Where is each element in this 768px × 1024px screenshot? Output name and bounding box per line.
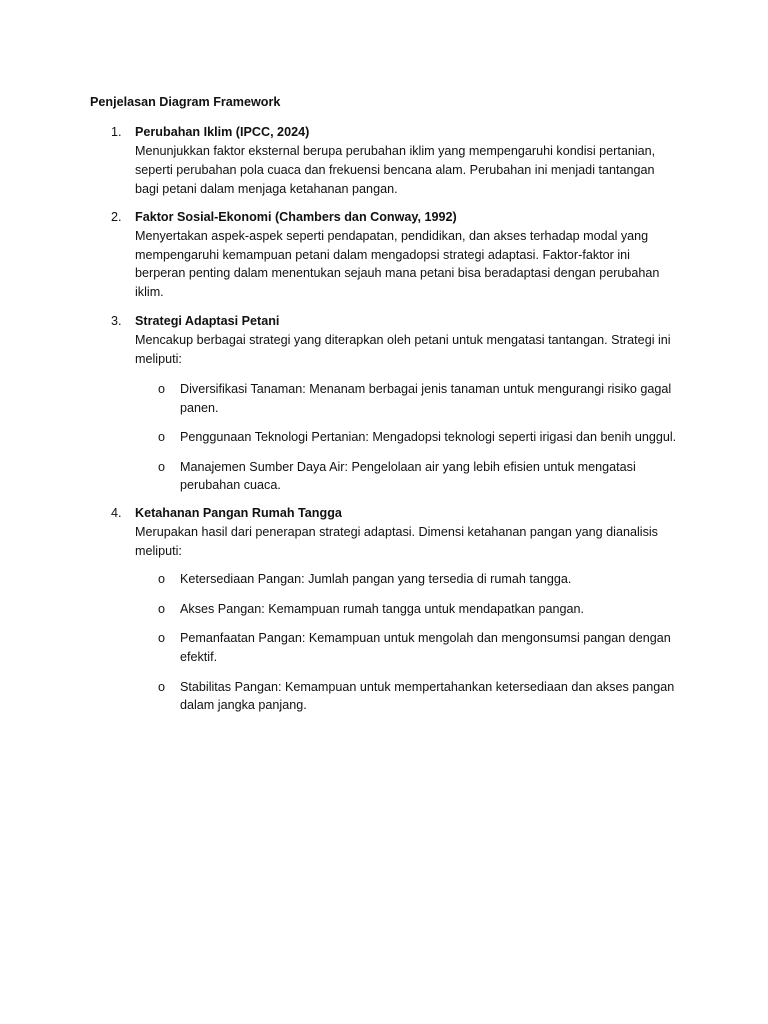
bullet-item-line: panen. [180, 401, 219, 415]
body-line: meliputi: [135, 352, 182, 366]
bullet-item-line: Manajemen Sumber Daya Air: Pengelolaan air yang lebih efisien untuk mengatasi [180, 460, 636, 474]
section-number: 4. [111, 506, 122, 520]
section-heading: Perubahan Iklim (IPCC, 2024) [135, 125, 310, 139]
body-line: seperti perubahan pola cuaca dan frekuensi bencana alam. Perubahan ini menjadi tantangan [135, 163, 655, 177]
bullet-item-line: Diversifikasi Tanaman: Menanam berbagai jenis tanaman untuk mengurangi risiko gagal [180, 382, 672, 396]
body-line: Mencakup berbagai strategi yang diterapkan oleh petani untuk mengatasi tantangan. Strategi ini [135, 333, 671, 347]
section-heading: Faktor Sosial-Ekonomi (Chambers dan Conway, 1992) [135, 210, 457, 224]
bullet-marker: o [158, 680, 166, 694]
bullet-marker: o [158, 572, 166, 586]
bullet-item-line: Akses Pangan: Kemampuan rumah tangga untuk mendapatkan pangan. [180, 602, 584, 616]
body-line: Menunjukkan faktor eksternal berupa perubahan iklim yang mempengaruhi kondisi pertanian, [135, 144, 656, 158]
body-line: berperan penting dalam menentukan sejauh mana petani bisa beradaptasi dengan perubahan [135, 266, 660, 280]
bullet-marker: o [158, 382, 166, 396]
bullet-marker: o [158, 460, 166, 474]
body-line: Merupakan hasil dari penerapan strategi adaptasi. Dimensi ketahanan pangan yang dianalisis [135, 525, 658, 539]
section-number: 1. [111, 125, 122, 139]
bullet-item-line: efektif. [180, 650, 218, 664]
bullet-item-line: Ketersediaan Pangan: Jumlah pangan yang tersedia di rumah tangga. [180, 572, 572, 586]
body-line: bagi petani dalam menjaga ketahanan pangan. [135, 182, 398, 196]
body-line: iklim. [135, 285, 164, 299]
bullet-item-line: Penggunaan Teknologi Pertanian: Mengadopsi teknologi seperti irigasi dan benih unggul. [180, 430, 677, 444]
bullet-marker: o [158, 631, 166, 645]
section-heading: Strategi Adaptasi Petani [135, 314, 280, 328]
bullet-item-line: Pemanfaatan Pangan: Kemampuan untuk mengolah dan mengonsumsi pangan dengan [180, 631, 671, 645]
section-number: 2. [111, 210, 122, 224]
body-line: meliputi: [135, 544, 182, 558]
section-number: 3. [111, 314, 122, 328]
bullet-item-line: Stabilitas Pangan: Kemampuan untuk mempertahankan ketersediaan dan akses pangan [180, 680, 675, 694]
document-title: Penjelasan Diagram Framework [90, 95, 281, 109]
bullet-marker: o [158, 430, 166, 444]
bullet-item-line: perubahan cuaca. [180, 478, 281, 492]
bullet-marker: o [158, 602, 166, 616]
section-heading: Ketahanan Pangan Rumah Tangga [135, 506, 342, 520]
body-line: Menyertakan aspek-aspek seperti pendapatan, pendidikan, dan akses terhadap modal yang [135, 229, 649, 243]
body-line: mempengaruhi kemampuan petani dalam mengadopsi strategi adaptasi. Faktor-faktor ini [135, 248, 630, 262]
bullet-item-line: dalam jangka panjang. [180, 698, 307, 712]
